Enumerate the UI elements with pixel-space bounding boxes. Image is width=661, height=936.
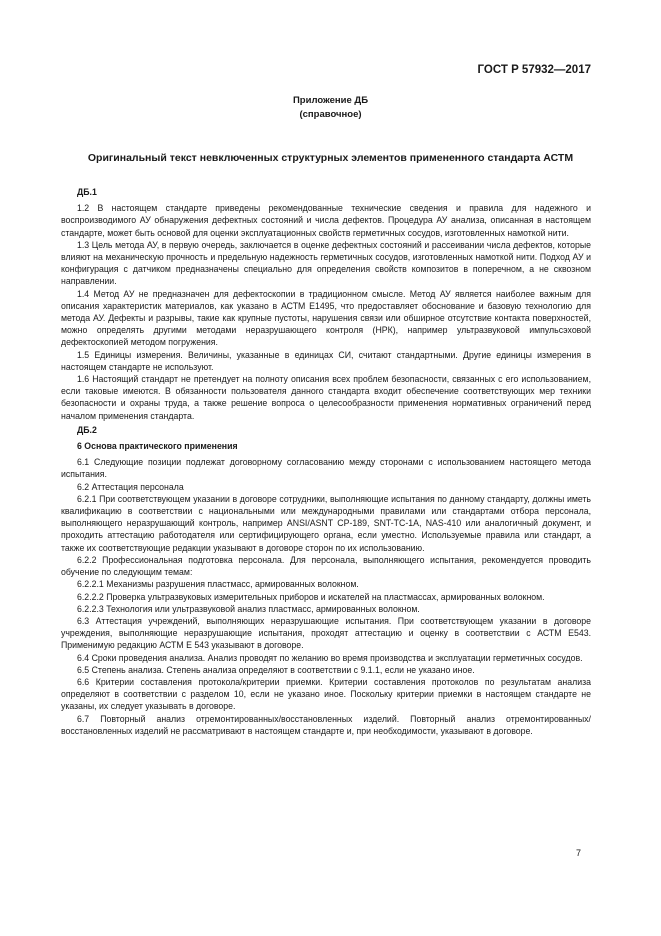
paragraph-1-5: 1.5 Единицы измерения. Величины, указанные в единицах СИ, считают стандартными. Другие единицы измерения в настоящем стандарте не используют. — [61, 349, 591, 372]
appendix-heading — [0, 94, 661, 122]
paragraph-6-2-2-2: 6.2.2.2 Проверка ультразвуковых измерительных приборов и искателей на пластмассах, армированных волокном. — [77, 591, 545, 602]
paragraph-6-2-1: 6.2.1 При соответствующем указании в договоре сотрудники, выполняющие испытания по данному стандарту, должны иметь квалификацию в соответствии с национальными или международными правилами или стандартами отбора персонала, выполняющего неразрушающий контроль, например ANSI/ASNT CP-189, SNT-TC-1A, NAS-410 или аналогичный документ, и проходить аттестацию работодателя или сертифицирующего органа, если уместно. Используемые правила или стандарт, а также их соответствующие редакции указывают в договоре сторон по их использованию. — [61, 493, 591, 553]
paragraph-6-2: 6.2 Аттестация персонала — [77, 481, 184, 492]
paragraph-1-4: 1.4 Метод АУ не предназначен для дефектоскопии в традиционном смысле. Метод АУ является наиболее важным для описания характеристик материалов, как указано в АСТМ Е1495, что предоставляет обоснование и базовую технологию для метода АУ. Дефекты и разрывы, такие как крупные пустоты, нарушения связи или обширное отсутствие контакта поверхностей, можно определять другими методами неразрушающего контроля (НРК), например ультразвуковой импульсэховой дефектоскопией методом погружения. — [61, 288, 591, 348]
appendix-title: Приложение ДБ — [292, 95, 369, 106]
document-code: ГОСТ Р 57932—2017 — [477, 64, 591, 76]
main-title: Оригинальный текст невключенных структурных элементов примененного стандарта АСТМ — [87, 152, 574, 164]
paragraph-6-5: 6.5 Степень анализа. Степень анализа определяют в соответствии с 9.1.1, если не указано иное. — [77, 664, 475, 675]
paragraph-1-6: 1.6 Настоящий стандарт не претендует на полноту описания всех проблем безопасности, связанных с его использованием, если таковые имеются. В обязанности пользователя данного стандарта входит обеспечение соответствующих мер техники безопасности и охраны труда, а также решение вопроса о целесообразности применения нормативных ограничений перед началом применения стандарта. — [61, 374, 591, 421]
paragraph-6-2-2-3: 6.2.2.3 Технология или ультразвуковой анализ пластмасс, армированных волокном. — [77, 603, 420, 614]
section-db2-heading: ДБ.2 — [77, 424, 97, 435]
paragraph-6-1: 6.1 Следующие позиции подлежат договорному согласованию между сторонами с использованием настоящего метода испытания. — [61, 457, 591, 480]
page-number: 7 — [575, 848, 581, 858]
appendix-subtitle: (справочное) — [299, 109, 362, 120]
paragraph-6-4: 6.4 Сроки проведения анализа. Анализ проводят по желанию во время производства и эксплуатации герметичных сосудов. — [77, 652, 583, 663]
paragraph-6-6: 6.6 Критерии составления протокола/критерии приемки. Критерии составления протоколов по результатам анализа определяют в соответствии с разделом 10, если не указано иное. Поскольку критерии приемки в настоящем стандарте не указаны, их следует указывать в договоре. — [61, 676, 591, 712]
paragraph-6-2-2: 6.2.2 Профессиональная подготовка персонала. Для персонала, выполняющего испытания, рекомендуется проводить обучение по следующим темам: — [61, 554, 591, 578]
paragraph-1-2: 1.2 В настоящем стандарте приведены рекомендованные технические сведения и правила для надежного и воспроизводимого АУ обнаружения дефектных состояний и числа дефектов. Процедура АУ анализа, описанная в настоящем стандарте, может быть основой для оценки эксплуатационных свойств герметичных сосудов, изготовленных намоткой нити. — [61, 203, 591, 238]
paragraph-6-2-2-1: 6.2.2.1 Механизмы разрушения пластмасс, армированных волокном. — [77, 579, 359, 590]
paragraph-1-3: 1.3 Цель метода АУ, в первую очередь, заключается в оценке дефектных состояний и рассеивании числа дефектов, которые влияют на механическую прочность и предельную надежность герметичных сосудов, изготовленных намоткой нити. Подход АУ и конфигурация с датчиком предназначены специально для определения свойств композитов в поперечном, а не сквозном направлении. — [61, 239, 591, 287]
paragraph-6-7: 6.7 Повторный анализ отремонтированных/восстановленных изделий. Повторный анализ отремонтированных/восстановленных изделий не рассматривают в настоящем стандарте и, при необходимости, указывают в договоре. — [61, 713, 591, 736]
section-6-heading: 6 Основа практического применения — [77, 441, 238, 452]
section-db1-heading: ДБ.1 — [77, 187, 97, 197]
paragraph-6-3: 6.3 Аттестация учреждений, выполняющих неразрушающие испытания. При соответствующем указании в договоре учреждения, выполняющие неразрушающие испытания, проходят аттестацию и оценку в соответствии с АСТМ Е543. Применимую редакцию АСТМ Е 543 указывают в договоре. — [61, 615, 591, 651]
document-body — [61, 186, 591, 737]
